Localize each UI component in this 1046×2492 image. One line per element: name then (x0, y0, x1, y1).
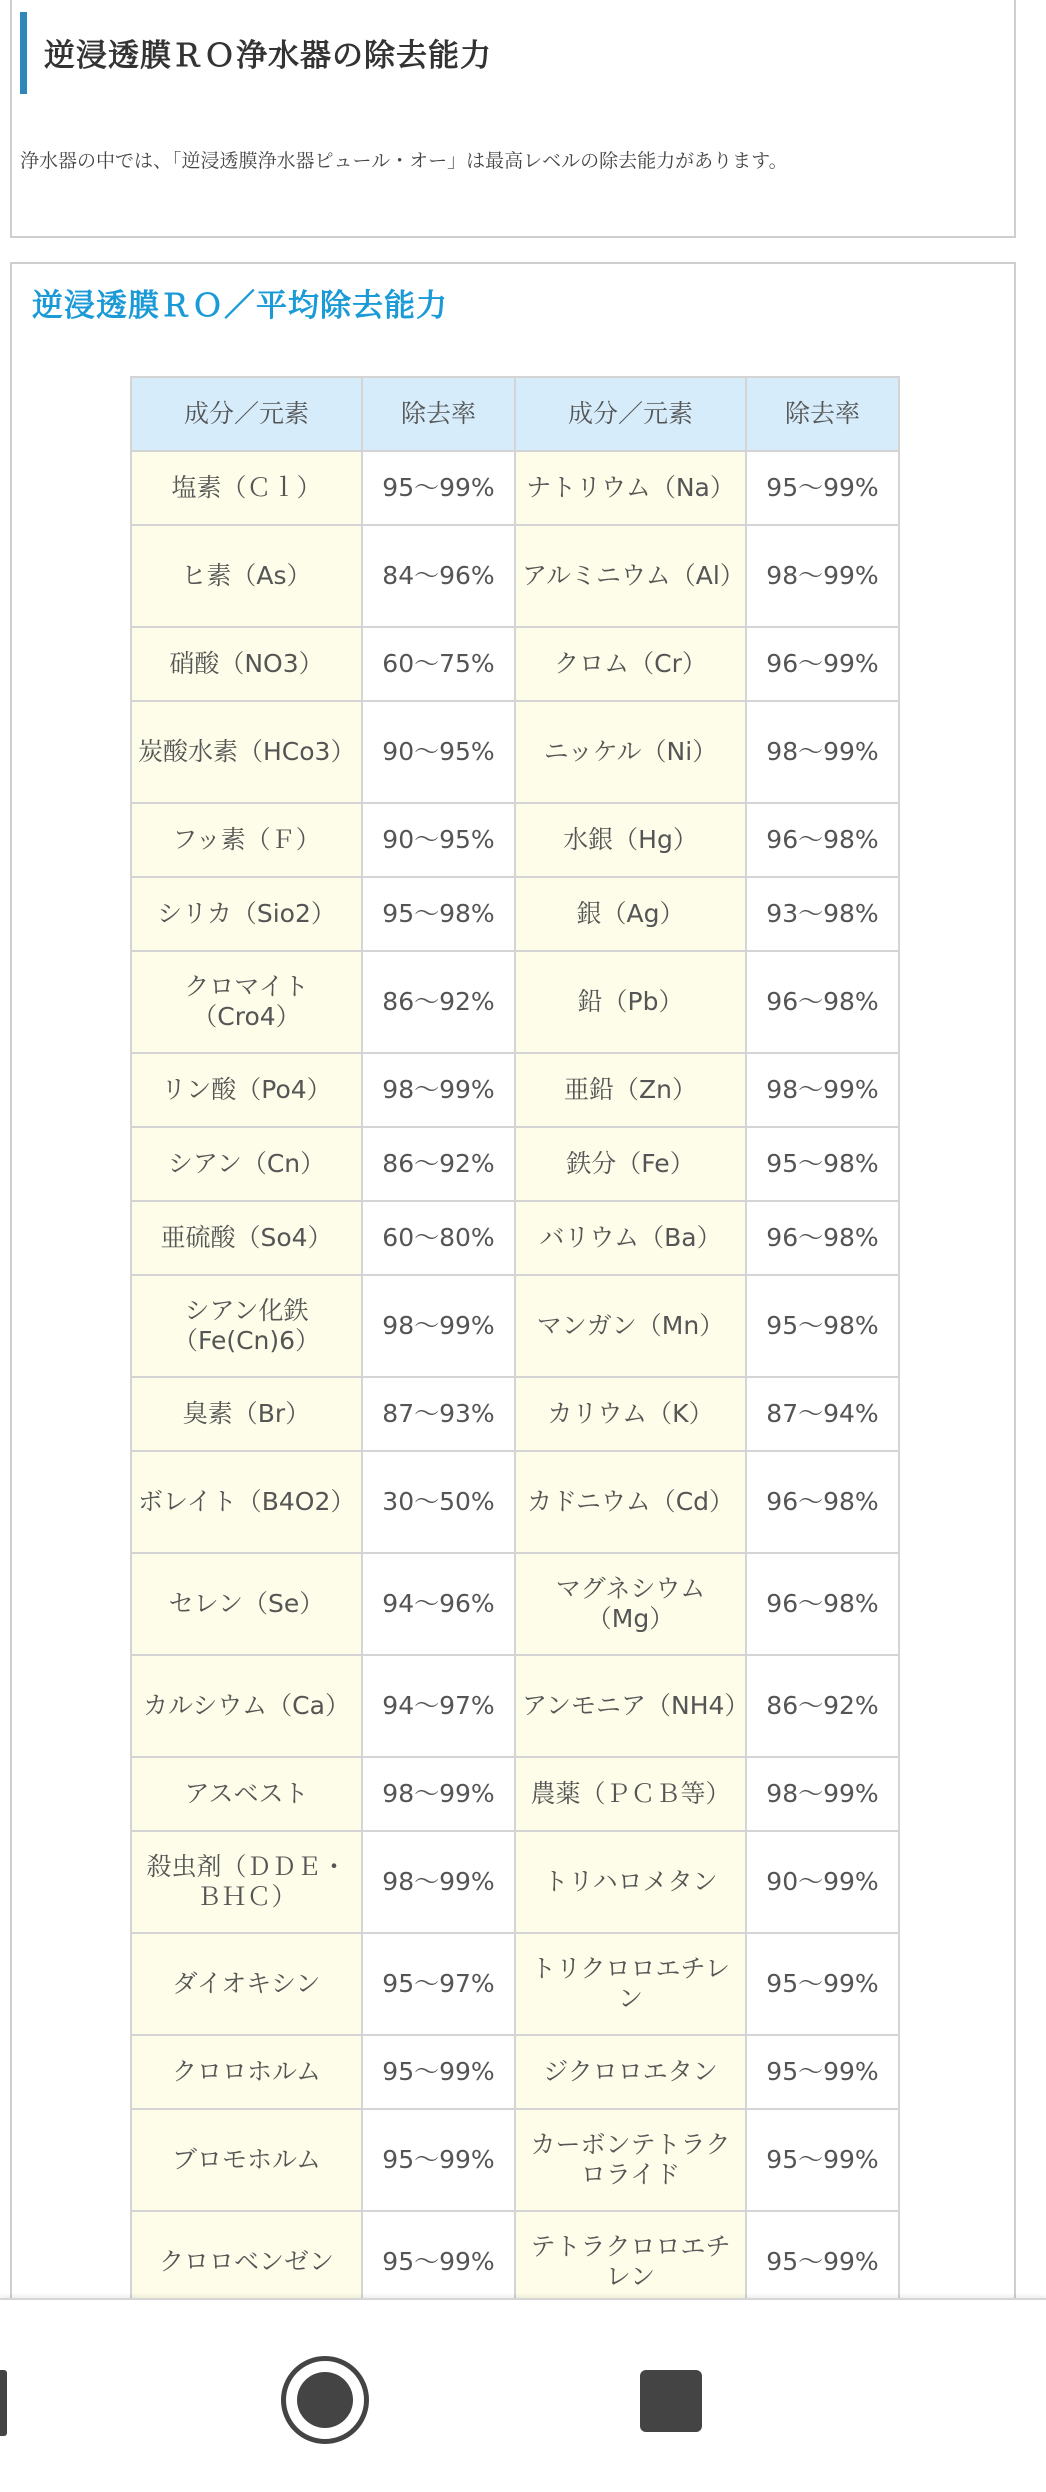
rate-cell: 95～99% (746, 2035, 899, 2109)
rate-cell: 95～99% (362, 2035, 515, 2109)
component-cell: ボレイト（B4O2） (131, 1451, 362, 1553)
rate-cell: 95～99% (746, 451, 899, 525)
component-cell: 鉄分（Fe） (515, 1127, 746, 1201)
rate-cell: 98～99% (362, 1831, 515, 1933)
rate-cell: 86～92% (746, 1655, 899, 1757)
table-row (131, 2035, 899, 2109)
component-cell: 鉛（Pb） (515, 951, 746, 1053)
component-cell: ナトリウム（Na） (515, 451, 746, 525)
rate-cell: 90～95% (362, 803, 515, 877)
table-row (131, 2109, 899, 2211)
rate-cell: 95～98% (746, 1127, 899, 1201)
rate-cell: 90～95% (362, 701, 515, 803)
component-cell: クロロベンゼン (131, 2211, 362, 2313)
intro-text: 浄水器の中では、「逆浸透膜浄水器ピュール・オー」は最高レベルの除去能力があります。 (20, 150, 788, 172)
title-accent-bar (20, 12, 27, 94)
component-cell: アスベスト (131, 1757, 362, 1831)
rate-cell: 96～98% (746, 803, 899, 877)
table-row (131, 1831, 899, 1933)
header-component-1: 成分／元素 (131, 377, 362, 451)
table-row (131, 1053, 899, 1127)
page-title: 逆浸透膜ＲＯ浄水器の除去能力 (44, 38, 492, 74)
rate-cell: 98～99% (362, 1757, 515, 1831)
component-cell: ニッケル（Ni） (515, 701, 746, 803)
component-cell: ダイオキシン (131, 1933, 362, 2035)
rate-cell: 98～99% (362, 1053, 515, 1127)
rate-cell: 95～99% (746, 1933, 899, 2035)
component-cell: クロム（Cr） (515, 627, 746, 701)
removal-rate-table (130, 376, 900, 2314)
component-cell: シリカ（Sio2） (131, 877, 362, 951)
component-cell: トリハロメタン (515, 1831, 746, 1933)
header-rate-1: 除去率 (362, 377, 515, 451)
component-cell: テトラクロロエチレン (515, 2211, 746, 2313)
home-icon[interactable] (281, 2356, 369, 2444)
component-cell: 硝酸（NO3） (131, 627, 362, 701)
component-cell: 農薬（ＰＣＢ等） (515, 1757, 746, 1831)
component-cell: バリウム（Ba） (515, 1201, 746, 1275)
component-cell: マンガン（Mn） (515, 1275, 746, 1377)
component-cell: 銀（Ag） (515, 877, 746, 951)
table-row (131, 1377, 899, 1451)
rate-cell: 95～99% (362, 451, 515, 525)
rate-cell: 96～98% (746, 1201, 899, 1275)
rate-cell: 96～99% (746, 627, 899, 701)
component-cell: ジクロロエタン (515, 2035, 746, 2109)
table-row (131, 1553, 899, 1655)
table-row (131, 451, 899, 525)
rate-cell: 87～94% (746, 1377, 899, 1451)
section-title: 逆浸透膜ＲＯ／平均除去能力 (32, 288, 448, 324)
rate-cell: 94～97% (362, 1655, 515, 1757)
table-row (131, 1127, 899, 1201)
table-row (131, 1275, 899, 1377)
component-cell: 塩素（Ｃｌ） (131, 451, 362, 525)
rate-cell: 86～92% (362, 951, 515, 1053)
rate-cell: 95～99% (746, 2109, 899, 2211)
back-icon[interactable] (0, 2370, 7, 2436)
component-cell: カルシウム（Ca） (131, 1655, 362, 1757)
table-row (131, 1933, 899, 2035)
rate-cell: 96～98% (746, 951, 899, 1053)
component-cell: シアン化鉄（Fe(Cn)6） (131, 1275, 362, 1377)
rate-cell: 98～99% (746, 525, 899, 627)
rate-cell: 94～96% (362, 1553, 515, 1655)
component-cell: カリウム（K） (515, 1377, 746, 1451)
rate-cell: 84～96% (362, 525, 515, 627)
header-rate-2: 除去率 (746, 377, 899, 451)
component-cell: 水銀（Hg） (515, 803, 746, 877)
rate-cell: 98～99% (362, 1275, 515, 1377)
rate-cell: 93～98% (746, 877, 899, 951)
rate-cell: 98～99% (746, 701, 899, 803)
table-row (131, 877, 899, 951)
rate-cell: 95～98% (746, 1275, 899, 1377)
component-cell: フッ素（Ｆ） (131, 803, 362, 877)
rate-cell: 98～99% (746, 1053, 899, 1127)
rate-cell: 96～98% (746, 1451, 899, 1553)
header-component-2: 成分／元素 (515, 377, 746, 451)
system-navigation-bar (0, 2298, 1046, 2492)
rate-cell: 30～50% (362, 1451, 515, 1553)
rate-cell: 60～75% (362, 627, 515, 701)
component-cell: セレン（Se） (131, 1553, 362, 1655)
rate-cell: 95～99% (362, 2211, 515, 2313)
rate-cell: 95～99% (746, 2211, 899, 2313)
table-header-row (131, 377, 899, 451)
component-cell: マグネシウム（Mg） (515, 1553, 746, 1655)
component-cell: リン酸（Po4） (131, 1053, 362, 1127)
table-row (131, 1655, 899, 1757)
rate-cell: 60～80% (362, 1201, 515, 1275)
component-cell: クロロホルム (131, 2035, 362, 2109)
component-cell: アルミニウム（Al） (515, 525, 746, 627)
component-cell: 炭酸水素（HCo3） (131, 701, 362, 803)
table-row (131, 1451, 899, 1553)
table-row (131, 525, 899, 627)
component-cell: 亜硫酸（So4） (131, 1201, 362, 1275)
component-cell: カドニウム（Cd） (515, 1451, 746, 1553)
component-cell: 臭素（Br） (131, 1377, 362, 1451)
component-cell: シアン（Cn） (131, 1127, 362, 1201)
rate-cell: 95～97% (362, 1933, 515, 2035)
component-cell: アンモニア（NH4） (515, 1655, 746, 1757)
rate-cell: 98～99% (746, 1757, 899, 1831)
table-row (131, 951, 899, 1053)
table-row (131, 1757, 899, 1831)
component-cell: クロマイト（Cro4） (131, 951, 362, 1053)
component-cell: ブロモホルム (131, 2109, 362, 2211)
component-cell: 殺虫剤（ＤＤＥ・ＢＨＣ） (131, 1831, 362, 1933)
rate-cell: 95～99% (362, 2109, 515, 2211)
rate-cell: 87～93% (362, 1377, 515, 1451)
component-cell: ヒ素（As） (131, 525, 362, 627)
rate-cell: 95～98% (362, 877, 515, 951)
rate-cell: 96～98% (746, 1553, 899, 1655)
table-row (131, 1201, 899, 1275)
rate-cell: 86～92% (362, 1127, 515, 1201)
component-cell: トリクロロエチレン (515, 1933, 746, 2035)
component-cell: カーボンテトラクロライド (515, 2109, 746, 2211)
table-row (131, 803, 899, 877)
recents-icon[interactable] (640, 2370, 702, 2432)
table-row (131, 627, 899, 701)
table-row (131, 701, 899, 803)
home-dot-icon (297, 2372, 353, 2428)
component-cell: 亜鉛（Zn） (515, 1053, 746, 1127)
rate-cell: 90～99% (746, 1831, 899, 1933)
